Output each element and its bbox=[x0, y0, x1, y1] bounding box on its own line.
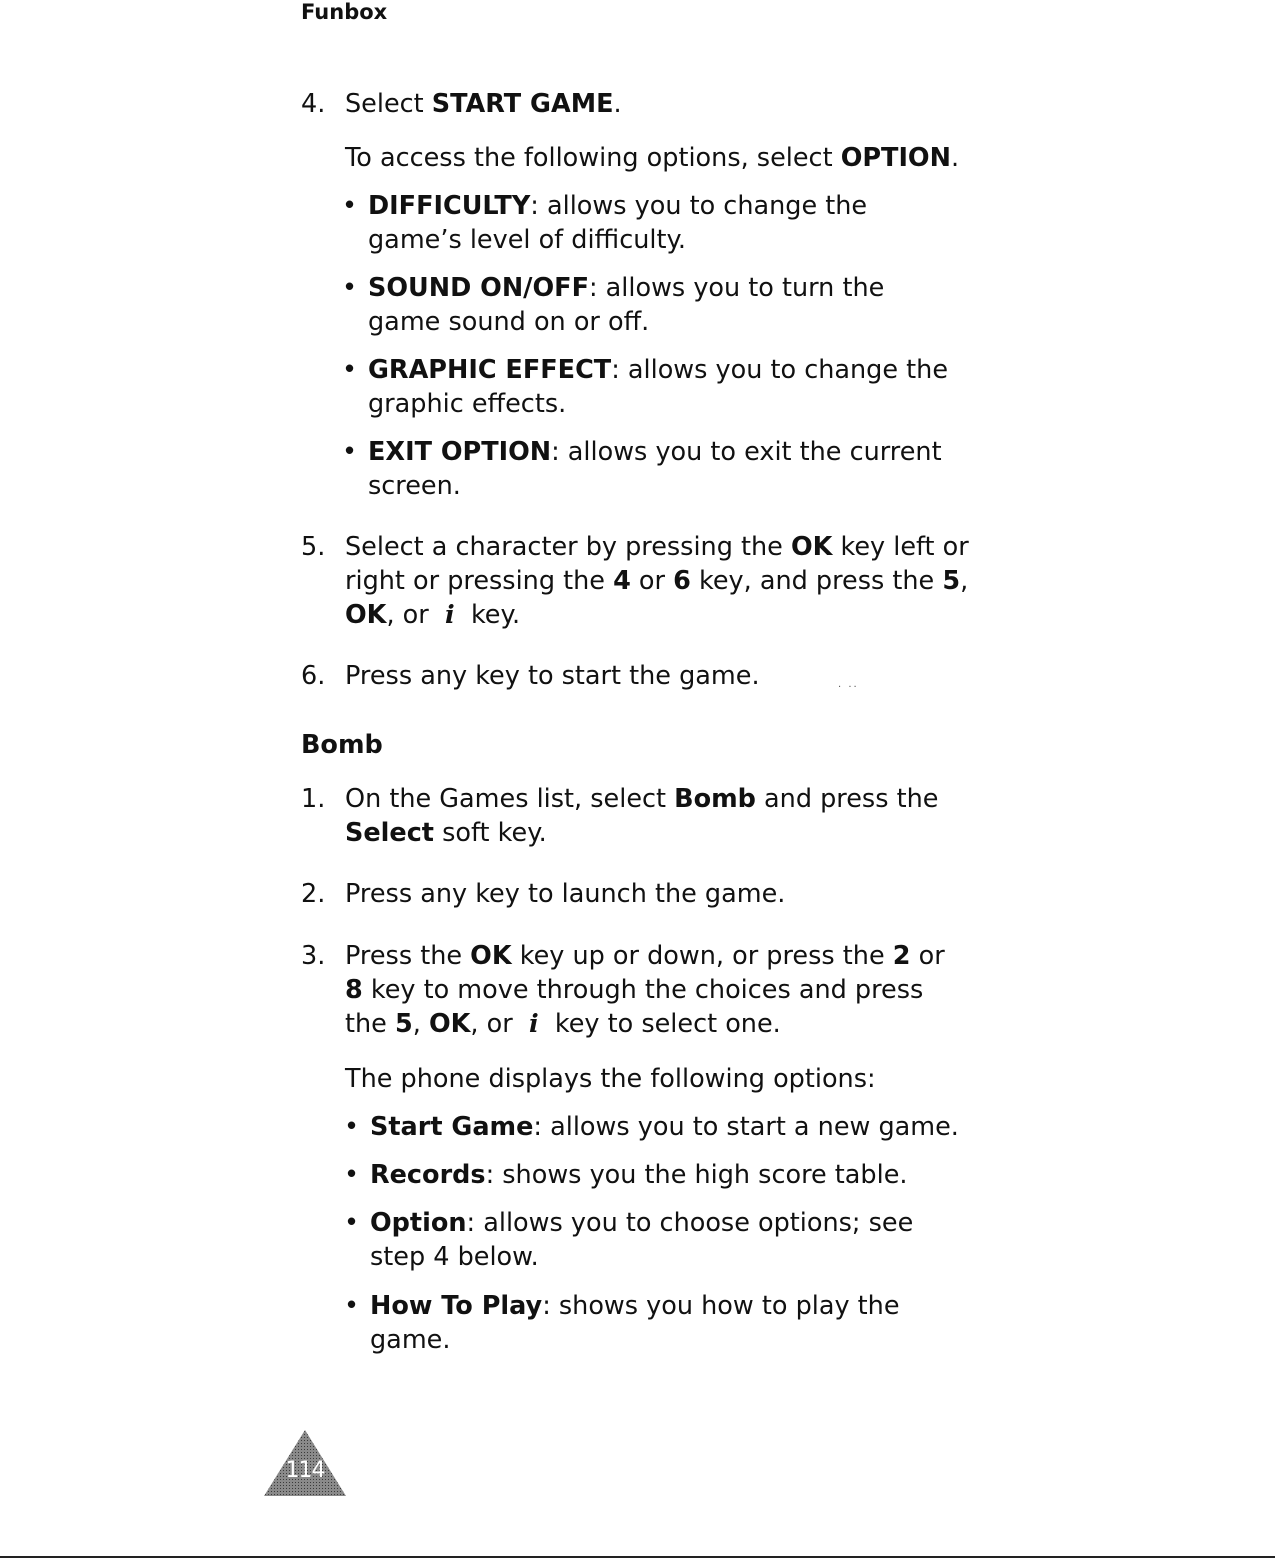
section-title: Bomb bbox=[301, 730, 383, 760]
bullet: • bbox=[342, 273, 358, 303]
option-description: graphic effects. bbox=[368, 389, 567, 419]
step-text: OK, or i key. bbox=[345, 600, 521, 630]
step-text: Select soft key. bbox=[345, 818, 547, 848]
page-number: 114 bbox=[285, 1458, 325, 1483]
step-text: Press any key to start the game. bbox=[345, 661, 760, 691]
option-option: Option: allows you to choose options; see bbox=[370, 1208, 914, 1238]
bullet: • bbox=[342, 191, 358, 221]
scan-artifact: · ·· bbox=[838, 682, 859, 693]
option-records: Records: shows you the high score table. bbox=[370, 1160, 908, 1190]
option-exit: EXIT OPTION: allows you to exit the current bbox=[368, 437, 942, 467]
bullet: • bbox=[342, 437, 358, 467]
option-description: screen. bbox=[368, 471, 461, 501]
option-sound: SOUND ON/OFF: allows you to turn the bbox=[368, 273, 885, 303]
options-intro: The phone displays the following options: bbox=[345, 1064, 876, 1094]
option-start-game: Start Game: allows you to start a new game. bbox=[370, 1112, 959, 1142]
step-number: 5. bbox=[301, 532, 326, 562]
info-key-icon: i bbox=[528, 1009, 539, 1039]
bullet: • bbox=[344, 1208, 360, 1238]
option-description: step 4 below. bbox=[370, 1242, 539, 1272]
option-description: game. bbox=[370, 1325, 451, 1355]
bullet: • bbox=[344, 1112, 360, 1142]
bullet: • bbox=[342, 355, 358, 385]
step-number: 3. bbox=[301, 941, 326, 971]
option-description: game’s level of difficulty. bbox=[368, 225, 687, 255]
step-text: the 5, OK, or i key to select one. bbox=[345, 1009, 781, 1039]
option-graphic-effect: GRAPHIC EFFECT: allows you to change the bbox=[368, 355, 949, 385]
section-header: Funbox bbox=[301, 0, 388, 24]
options-intro: To access the following options, select OPTION. bbox=[345, 143, 960, 173]
step-text: Press any key to launch the game. bbox=[345, 879, 786, 909]
step-text: Press the OK key up or down, or press the 2 or bbox=[345, 941, 945, 971]
page-number-badge bbox=[262, 1428, 348, 1498]
step-text: Select a character by pressing the OK key left or bbox=[345, 532, 969, 562]
step-number: 2. bbox=[301, 879, 326, 909]
step-text: On the Games list, select Bomb and press the bbox=[345, 784, 939, 814]
step-text: Select START GAME. bbox=[345, 89, 622, 119]
step-text: 8 key to move through the choices and press bbox=[345, 975, 924, 1005]
option-how-to-play: How To Play: shows you how to play the bbox=[370, 1291, 900, 1321]
option-difficulty: DIFFICULTY: allows you to change the bbox=[368, 191, 868, 221]
step-number: 6. bbox=[301, 661, 326, 691]
info-key-icon: i bbox=[445, 600, 455, 630]
option-description: game sound on or off. bbox=[368, 307, 650, 337]
step-number: 4. bbox=[301, 89, 326, 119]
bullet: • bbox=[344, 1160, 360, 1190]
step-number: 1. bbox=[301, 784, 326, 814]
bullet: • bbox=[344, 1291, 360, 1321]
step-text: right or pressing the 4 or 6 key, and press the 5, bbox=[345, 566, 969, 596]
bottom-rule bbox=[0, 1556, 1275, 1558]
